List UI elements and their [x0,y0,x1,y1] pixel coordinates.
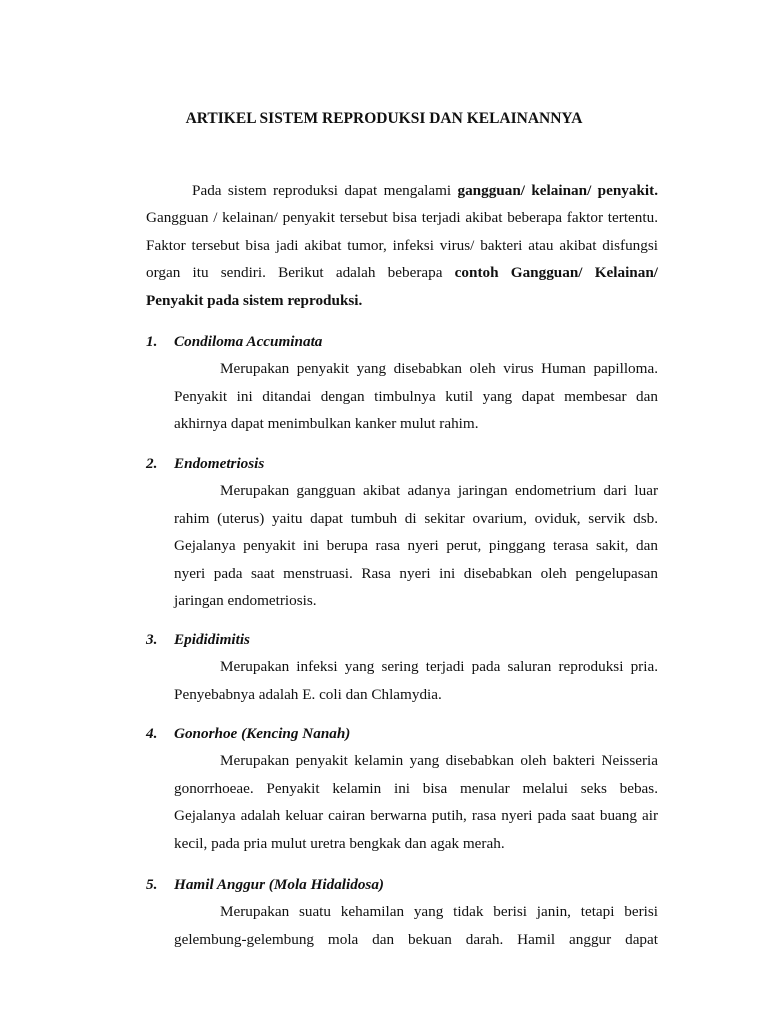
body-line: akhirnya dapat menimbulkan kanker mulut rahim. [174,415,479,433]
intro-paragraph [146,177,658,314]
item-number: 3. [146,631,158,648]
item-heading [146,720,658,747]
item-number: 2. [146,455,158,472]
body-line: Merupakan penyakit kelamin yang disebabkan oleh bakteri Neisseria [220,752,658,770]
text-segment: Faktor tersebut bisa jadi akibat tumor, infeksi virus/ bakteri atau akibat disfungsi [146,236,658,254]
body-line: rahim (uterus) yaitu dapat tumbuh di sekitar ovarium, oviduk, servik dsb. [174,509,658,527]
item-body [174,477,658,614]
item-title: Gonorhoe (Kencing Nanah) [174,725,351,742]
text-segment: organ itu sendiri. Berikut adalah beberapa [146,264,455,282]
item-body [174,355,658,437]
list-item [146,720,658,857]
item-heading [146,871,658,898]
bold-text: gangguan/ kelainan/ penyakit. [457,182,658,199]
text-segment: Pada sistem reproduksi dapat mengalami [192,182,458,199]
body-line: jaringan endometriosis. [174,591,317,609]
item-title: Condiloma Accuminata [174,333,323,350]
body-line: Penyakit ini ditandai dengan timbulnya kutil yang dapat membesar dan [174,387,658,405]
item-body [174,898,658,953]
item-number: 1. [146,333,158,350]
body-line: Gejalanya penyakit ini berupa rasa nyeri perut, pinggang terasa sakit, dan [174,537,658,555]
item-title: Endometriosis [174,455,265,472]
intro-line [146,204,658,231]
intro-line [146,287,658,314]
item-heading [146,626,658,653]
body-line: Penyebabnya adalah E. coli dan Chlamydia. [174,685,442,703]
bold-text: Penyakit pada sistem reproduksi. [146,291,363,309]
body-line: Gejalanya adalah keluar cairan berwarna putih, rasa nyeri pada saat buang air [174,807,658,825]
intro-line [146,177,658,204]
body-line: kecil, pada pria mulut uretra bengkak dan agak merah. [174,834,505,852]
text-segment: Gangguan / kelainan/ penyakit tersebut bisa terjadi akibat beberapa faktor tertentu. [146,209,658,227]
list-item [146,871,658,953]
item-body [174,653,658,708]
bold-text: contoh Gangguan/ Kelainan/ [454,264,658,282]
item-number: 5. [146,876,158,893]
body-line: Merupakan suatu kehamilan yang tidak berisi janin, tetapi berisi [220,903,658,921]
list-item [146,626,658,708]
item-body [174,747,658,857]
item-title: Hamil Anggur (Mola Hidalidosa) [174,876,384,893]
body-line: Merupakan gangguan akibat adanya jaringan endometrium dari luar [220,482,658,500]
body-line: gelembung-gelembung mola dan bekuan darah. Hamil anggur dapat [174,930,658,948]
intro-line [146,232,658,259]
intro-line [146,259,658,286]
body-line: Merupakan infeksi yang sering terjadi pada saluran reproduksi pria. [220,658,658,676]
list-item [146,328,658,438]
body-line: Merupakan penyakit yang disebabkan oleh virus Human papilloma. [220,360,658,378]
item-number: 4. [146,725,158,742]
list-item [146,450,658,614]
item-title: Epididimitis [174,631,250,648]
item-heading [146,450,658,477]
body-line: nyeri pada saat menstruasi. Rasa nyeri ini disebabkan oleh pengelupasan [174,564,658,582]
body-line: gonorrhoeae. Penyakit kelamin ini bisa menular melalui seks bebas. [174,779,658,797]
item-heading [146,328,658,355]
document-title: ARTIKEL SISTEM REPRODUKSI DAN KELAINANNYA [185,110,583,127]
